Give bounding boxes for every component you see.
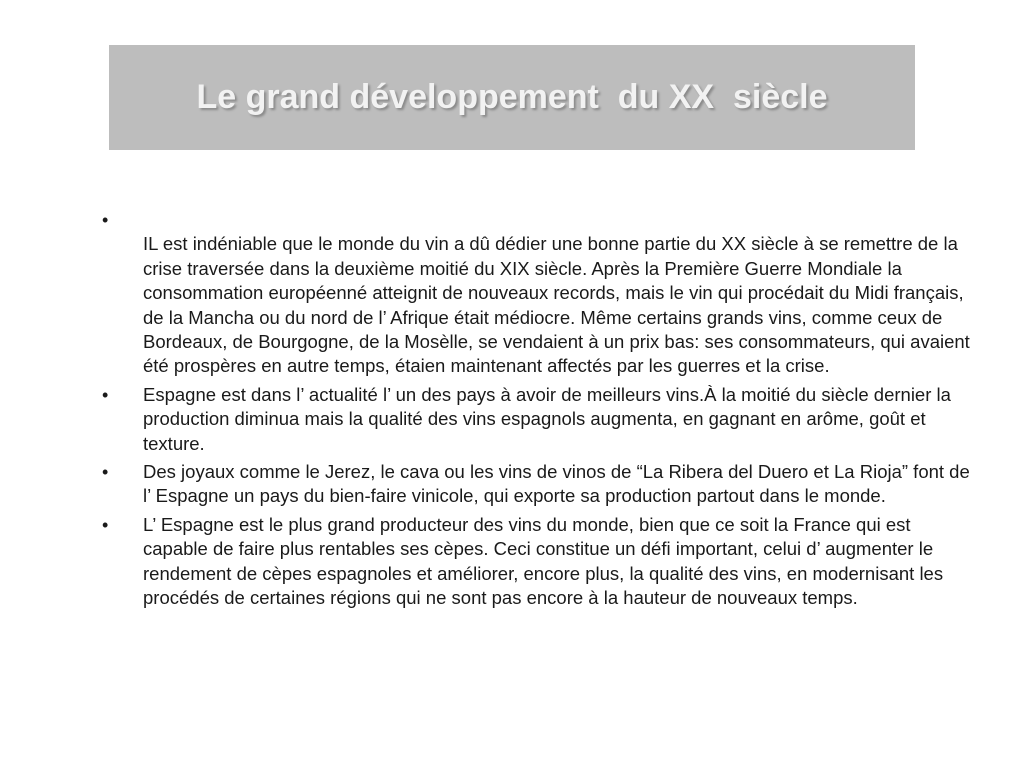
bullet-item <box>102 208 970 379</box>
bullet-icon: • <box>102 514 109 535</box>
bullet-list <box>102 208 970 614</box>
bullet-item <box>102 460 970 509</box>
bullet-text: IL est indéniable que le monde du vin a dû dédier une bonne partie du XX siècle à se remettre de la crise traversée dans la deuxième moitié du XIX siècle. Après la Première Guerre Mondiale la consommation européenné atteignit de nouveaux records, mais le vin qui procédait du Midi français, de la Mancha ou du nord de l’ Afrique était médiocre. Même certains grands vins, comme ceux de Bordeaux, de Bourgogne, de la Mosèlle, se vendaient à un prix bas: ses consommateurs, qui avaient été prospères en autre temps, étaien maintenant affectés par les guerres et la crise. <box>143 233 970 377</box>
bullet-leading-space <box>143 208 970 232</box>
bullet-text: Espagne est dans l’ actualité l’ un des pays à avoir de meilleurs vins.À la moitié du siècle dernier la production diminua mais la qualité des vins espagnols augmenta, en gagnant en arôme, goût et texture. <box>143 383 951 454</box>
bullet-item <box>102 383 970 456</box>
bullet-icon: • <box>102 462 109 483</box>
title-banner <box>109 45 915 150</box>
bullet-icon: • <box>102 210 109 230</box>
bullet-text: Des joyaux comme le Jerez, le cava ou les vins de vinos de “La Ribera del Duero et La Rioja” font de l’ Espagne un pays du bien-faire vinicole, qui exporte sa production partout dans le monde. <box>143 461 970 507</box>
bullet-item <box>102 513 970 611</box>
bullet-text: L’ Espagne est le plus grand producteur des vins du monde, bien que ce soit la France qui est capable de faire plus rentables ses cèpes. Ceci constitue un défi important, celui d’ augmenter le rendement de cèpes espagnoles et améliorer, encore plus, la qualité des vins, en modernisant les procédés de certaines régions qui ne sont pas encore à la hauteur de nouveaux temps. <box>143 513 944 609</box>
bullet-icon: • <box>102 384 109 405</box>
slide-title: Le grand développement du XX siècle <box>196 78 828 116</box>
